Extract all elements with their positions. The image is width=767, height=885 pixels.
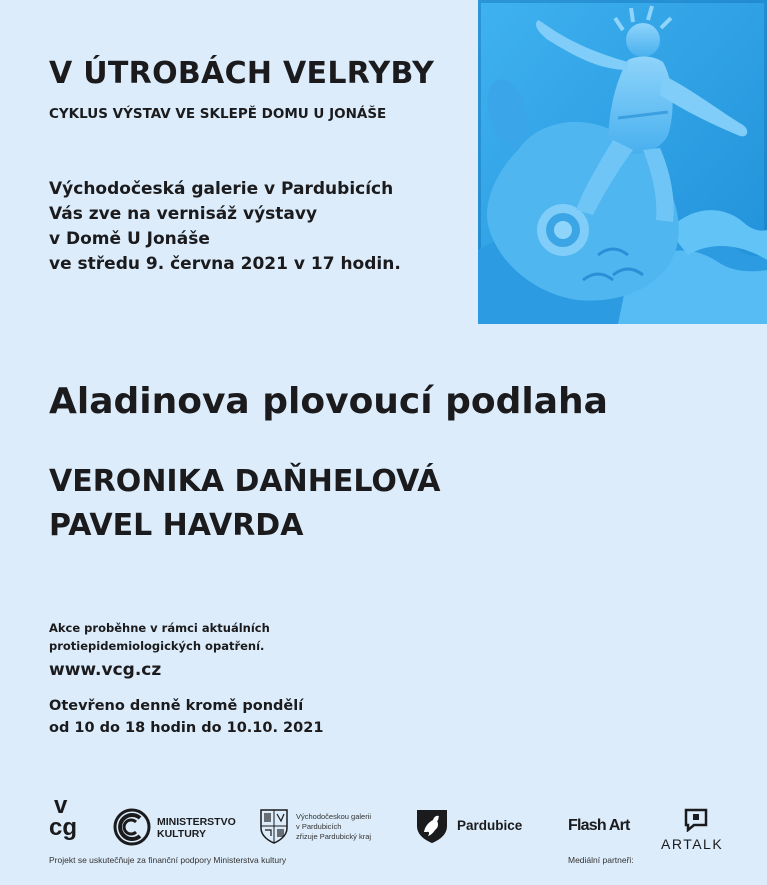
invitation-line: Východočeská galerie v Pardubicích (49, 179, 394, 199)
region-text-line: zřizuje Pardubický kraj (296, 832, 372, 841)
speech-bubble-icon (684, 808, 708, 832)
series-subtitle: CYKLUS VÝSTAV VE SKLEPĚ DOMU U JONÁŠE (49, 106, 387, 122)
region-text-line: v Pardubicích (296, 822, 342, 831)
artalk-label: ARTALK (661, 836, 724, 852)
website-link[interactable]: www.vcg.cz (49, 660, 162, 680)
hours-line: od 10 do 18 hodin do 10.10. 2021 (49, 720, 324, 736)
poster-title: V ÚTROBÁCH VELRYBY (49, 56, 435, 91)
support-text: Projekt se uskutečňuje za finanční podpory Ministerstva kultury (49, 855, 287, 865)
flash-art-logo: Flash Art (568, 817, 630, 834)
invitation-line: v Domě U Jonáše (49, 229, 210, 249)
artalk-logo (658, 808, 734, 854)
jonah-whale-relief-image (478, 0, 767, 324)
invitation-line: Vás zve na vernisáž výstavy (49, 204, 318, 224)
ministry-of-culture-logo (113, 808, 243, 848)
pardubice-horse-icon (415, 808, 449, 844)
artist-name: PAVEL HAVRDA (49, 508, 304, 543)
pardubice-city-logo (415, 808, 535, 848)
hours-line: Otevřeno denně kromě pondělí (49, 698, 304, 714)
invitation-line: ve středu 9. června 2021 v 17 hodin. (49, 254, 401, 274)
pardubice-region-logo (259, 808, 409, 848)
vcg-logo (49, 792, 89, 846)
ministry-line-2: KULTURY (157, 828, 206, 840)
covid-note (49, 619, 270, 655)
ministry-line-1: MINISTERSTVO (157, 816, 236, 828)
exhibition-title: Aladinova plovoucí podlaha (49, 381, 608, 422)
media-partners-label: Mediální partneři: (568, 855, 634, 865)
opening-hours (49, 695, 323, 739)
region-text-line: Východočeskou galerii (296, 812, 372, 821)
artist-names (49, 460, 440, 548)
region-coat-of-arms-icon (259, 808, 289, 844)
note-line: protiepidemiologických opatření. (49, 639, 265, 653)
artist-name: VERONIKA DAŇHELOVÁ (49, 464, 441, 499)
vcg-logo-top: v (54, 792, 68, 819)
vcg-logo-bottom: cg (49, 814, 78, 841)
note-line: Akce proběhne v rámci aktuálních (49, 621, 270, 635)
invitation-text (49, 177, 401, 277)
ministry-emblem-icon (113, 808, 151, 846)
pardubice-label: Pardubice (457, 818, 523, 833)
